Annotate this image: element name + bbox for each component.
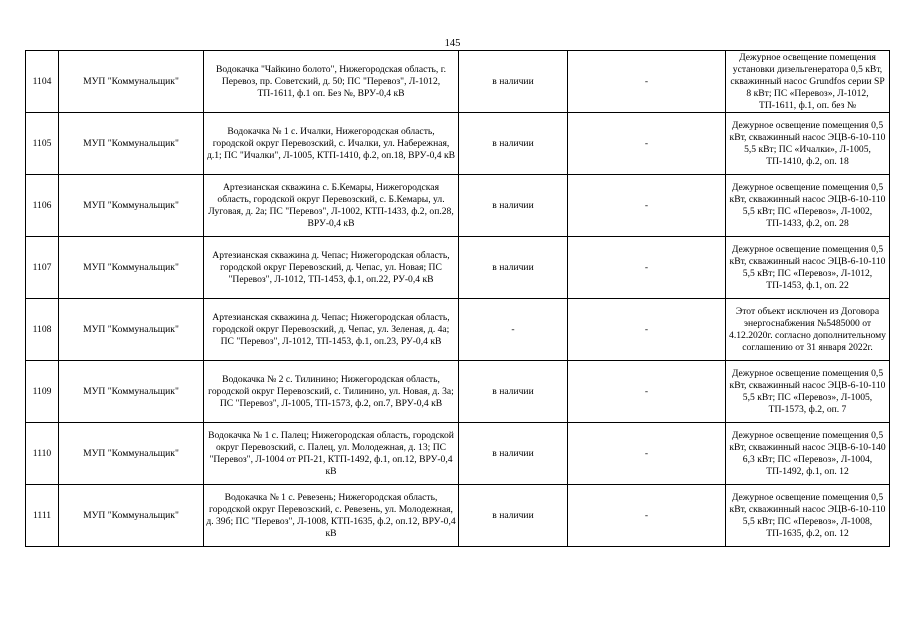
empty-value: - bbox=[568, 423, 726, 485]
row-number: 1111 bbox=[26, 485, 59, 547]
object-description: Водокачка № 1 с. Палец; Нижегородская область, городской округ Перевозский, с. Палец, ул. Молодежная, д. 13; ПС "Перевоз", Л-1004 от РП-21, КТП-1492, ф.1, оп.12, ВРУ-0,4 кВ bbox=[204, 423, 459, 485]
row-number: 1106 bbox=[26, 175, 59, 237]
organization: МУП "Коммунальщик" bbox=[59, 423, 204, 485]
availability-status: в наличии bbox=[459, 485, 568, 547]
table-row bbox=[26, 113, 890, 175]
page-number: 145 bbox=[444, 38, 461, 49]
row-number: 1109 bbox=[26, 361, 59, 423]
table-row bbox=[26, 175, 890, 237]
empty-value: - bbox=[568, 113, 726, 175]
table-row bbox=[26, 51, 890, 113]
row-number: 1107 bbox=[26, 237, 59, 299]
object-description: Артезианская скважина с. Б.Кемары, Нижегородская область, городской округ Перевозский, с. Б.Кемары, ул. Луговая, д. 2а; ПС "Перевоз", Л-1002, КТП-1433, ф.2, оп.28, ВРУ-0,4 кВ bbox=[204, 175, 459, 237]
equipment-note: Дежурное освещение помещения 0,5 кВт, скважинный насос ЭЦВ-6-10-110 5,5 кВт; ПС «Перевоз», Л-1008, ТП-1635, ф.2, оп. 12 bbox=[726, 485, 890, 547]
equipment-note: Дежурное освещение помещения 0,5 кВт, скважинный насос ЭЦВ-6-10-110 5,5 кВт; ПС «Перевоз», Л-1012, ТП-1453, ф.1, оп. 22 bbox=[726, 237, 890, 299]
organization: МУП "Коммунальщик" bbox=[59, 113, 204, 175]
object-description: Водокачка № 1 с. Ичалки, Нижегородская область, городской округ Перевозский, с. Ичалки, ул. Набережная, д.1; ПС "Ичалки", Л-1005, КТП-1410, ф.2, оп.18, ВРУ-0,4 кВ bbox=[204, 113, 459, 175]
registry-table bbox=[25, 50, 890, 547]
availability-status: в наличии bbox=[459, 423, 568, 485]
object-description: Артезианская скважина д. Чепас; Нижегородская область, городской округ Перевозский, д. Чепас, ул. Зеленая, д. 4а; ПС "Перевоз", Л-1012, ТП-1453, ф.1, оп.23, РУ-0,4 кВ bbox=[204, 299, 459, 361]
organization: МУП "Коммунальщик" bbox=[59, 485, 204, 547]
empty-value: - bbox=[568, 51, 726, 113]
empty-value: - bbox=[568, 485, 726, 547]
availability-status: в наличии bbox=[459, 237, 568, 299]
empty-value: - bbox=[568, 361, 726, 423]
organization: МУП "Коммунальщик" bbox=[59, 299, 204, 361]
row-number: 1110 bbox=[26, 423, 59, 485]
availability-status: в наличии bbox=[459, 113, 568, 175]
table-row bbox=[26, 485, 890, 547]
equipment-note: Дежурное освещение помещения установки дизельгенератора 0,5 кВт, скважинный насос Grundfos серии SP 8 кВт; ПС «Перевоз», Л-1012, ТП-1611, ф.1, оп. без № bbox=[726, 51, 890, 113]
availability-status: в наличии bbox=[459, 51, 568, 113]
equipment-note: Дежурное освещение помещения 0,5 кВт, скважинный насос ЭЦВ-6-10-140 6,3 кВт; ПС «Перевоз», Л-1004, ТП-1492, ф.1, оп. 12 bbox=[726, 423, 890, 485]
table-row bbox=[26, 423, 890, 485]
organization: МУП "Коммунальщик" bbox=[59, 361, 204, 423]
table-row bbox=[26, 361, 890, 423]
equipment-note: Дежурное освещение помещения 0,5 кВт, скважинный насос ЭЦВ-6-10-110 5,5 кВт; ПС «Перевоз», Л-1005, ТП-1573, ф.2, оп. 7 bbox=[726, 361, 890, 423]
availability-status: - bbox=[459, 299, 568, 361]
organization: МУП "Коммунальщик" bbox=[59, 237, 204, 299]
availability-status: в наличии bbox=[459, 175, 568, 237]
equipment-note: Дежурное освещение помещения 0,5 кВт, скважинный насос ЭЦВ-6-10-110 5,5 кВт; ПС «Перевоз», Л-1002, ТП-1433, ф.2, оп. 28 bbox=[726, 175, 890, 237]
row-number: 1108 bbox=[26, 299, 59, 361]
organization: МУП "Коммунальщик" bbox=[59, 175, 204, 237]
organization: МУП "Коммунальщик" bbox=[59, 51, 204, 113]
table-row bbox=[26, 237, 890, 299]
empty-value: - bbox=[568, 299, 726, 361]
object-description: Водокачка № 2 с. Тилинино; Нижегородская область, городской округ Перевозский, с. Тилинино, ул. Новая, д. 3а; ПС "Перевоз", Л-1005, ТП-1573, ф.2, оп.7, ВРУ-0,4 кВ bbox=[204, 361, 459, 423]
empty-value: - bbox=[568, 175, 726, 237]
availability-status: в наличии bbox=[459, 361, 568, 423]
object-description: Водокачка "Чайкино болото", Нижегородская область, г. Перевоз, пр. Советский, д. 50; ПС "Перевоз", Л-1012, ТП-1611, ф.1 оп. Без №, ВРУ-0,4 кВ bbox=[204, 51, 459, 113]
object-description: Водокачка № 1 с. Ревезень; Нижегородская область, городской округ Перевозский, с. Ревезень, ул. Молодежная, д. 39б; ПС "Перевоз", Л-1008, КТП-1635, ф.2, оп.12, ВРУ-0,4 кВ bbox=[204, 485, 459, 547]
table-row bbox=[26, 299, 890, 361]
empty-value: - bbox=[568, 237, 726, 299]
equipment-note: Этот объект исключен из Договора энергоснабжения №5485000 от 4.12.2020г. согласно дополнительному соглашению от 31 января 2022г. bbox=[726, 299, 890, 361]
equipment-note: Дежурное освещение помещения 0,5 кВт, скважинный насос ЭЦВ-6-10-110 5,5 кВт; ПС «Ичалки», Л-1005, ТП-1410, ф.2, оп. 18 bbox=[726, 113, 890, 175]
row-number: 1104 bbox=[26, 51, 59, 113]
object-description: Артезианская скважина д. Чепас; Нижегородская область, городской округ Перевозский, д. Чепас, ул. Новая; ПС "Перевоз", Л-1012, ТП-1453, ф.1, оп.22, РУ-0,4 кВ bbox=[204, 237, 459, 299]
row-number: 1105 bbox=[26, 113, 59, 175]
